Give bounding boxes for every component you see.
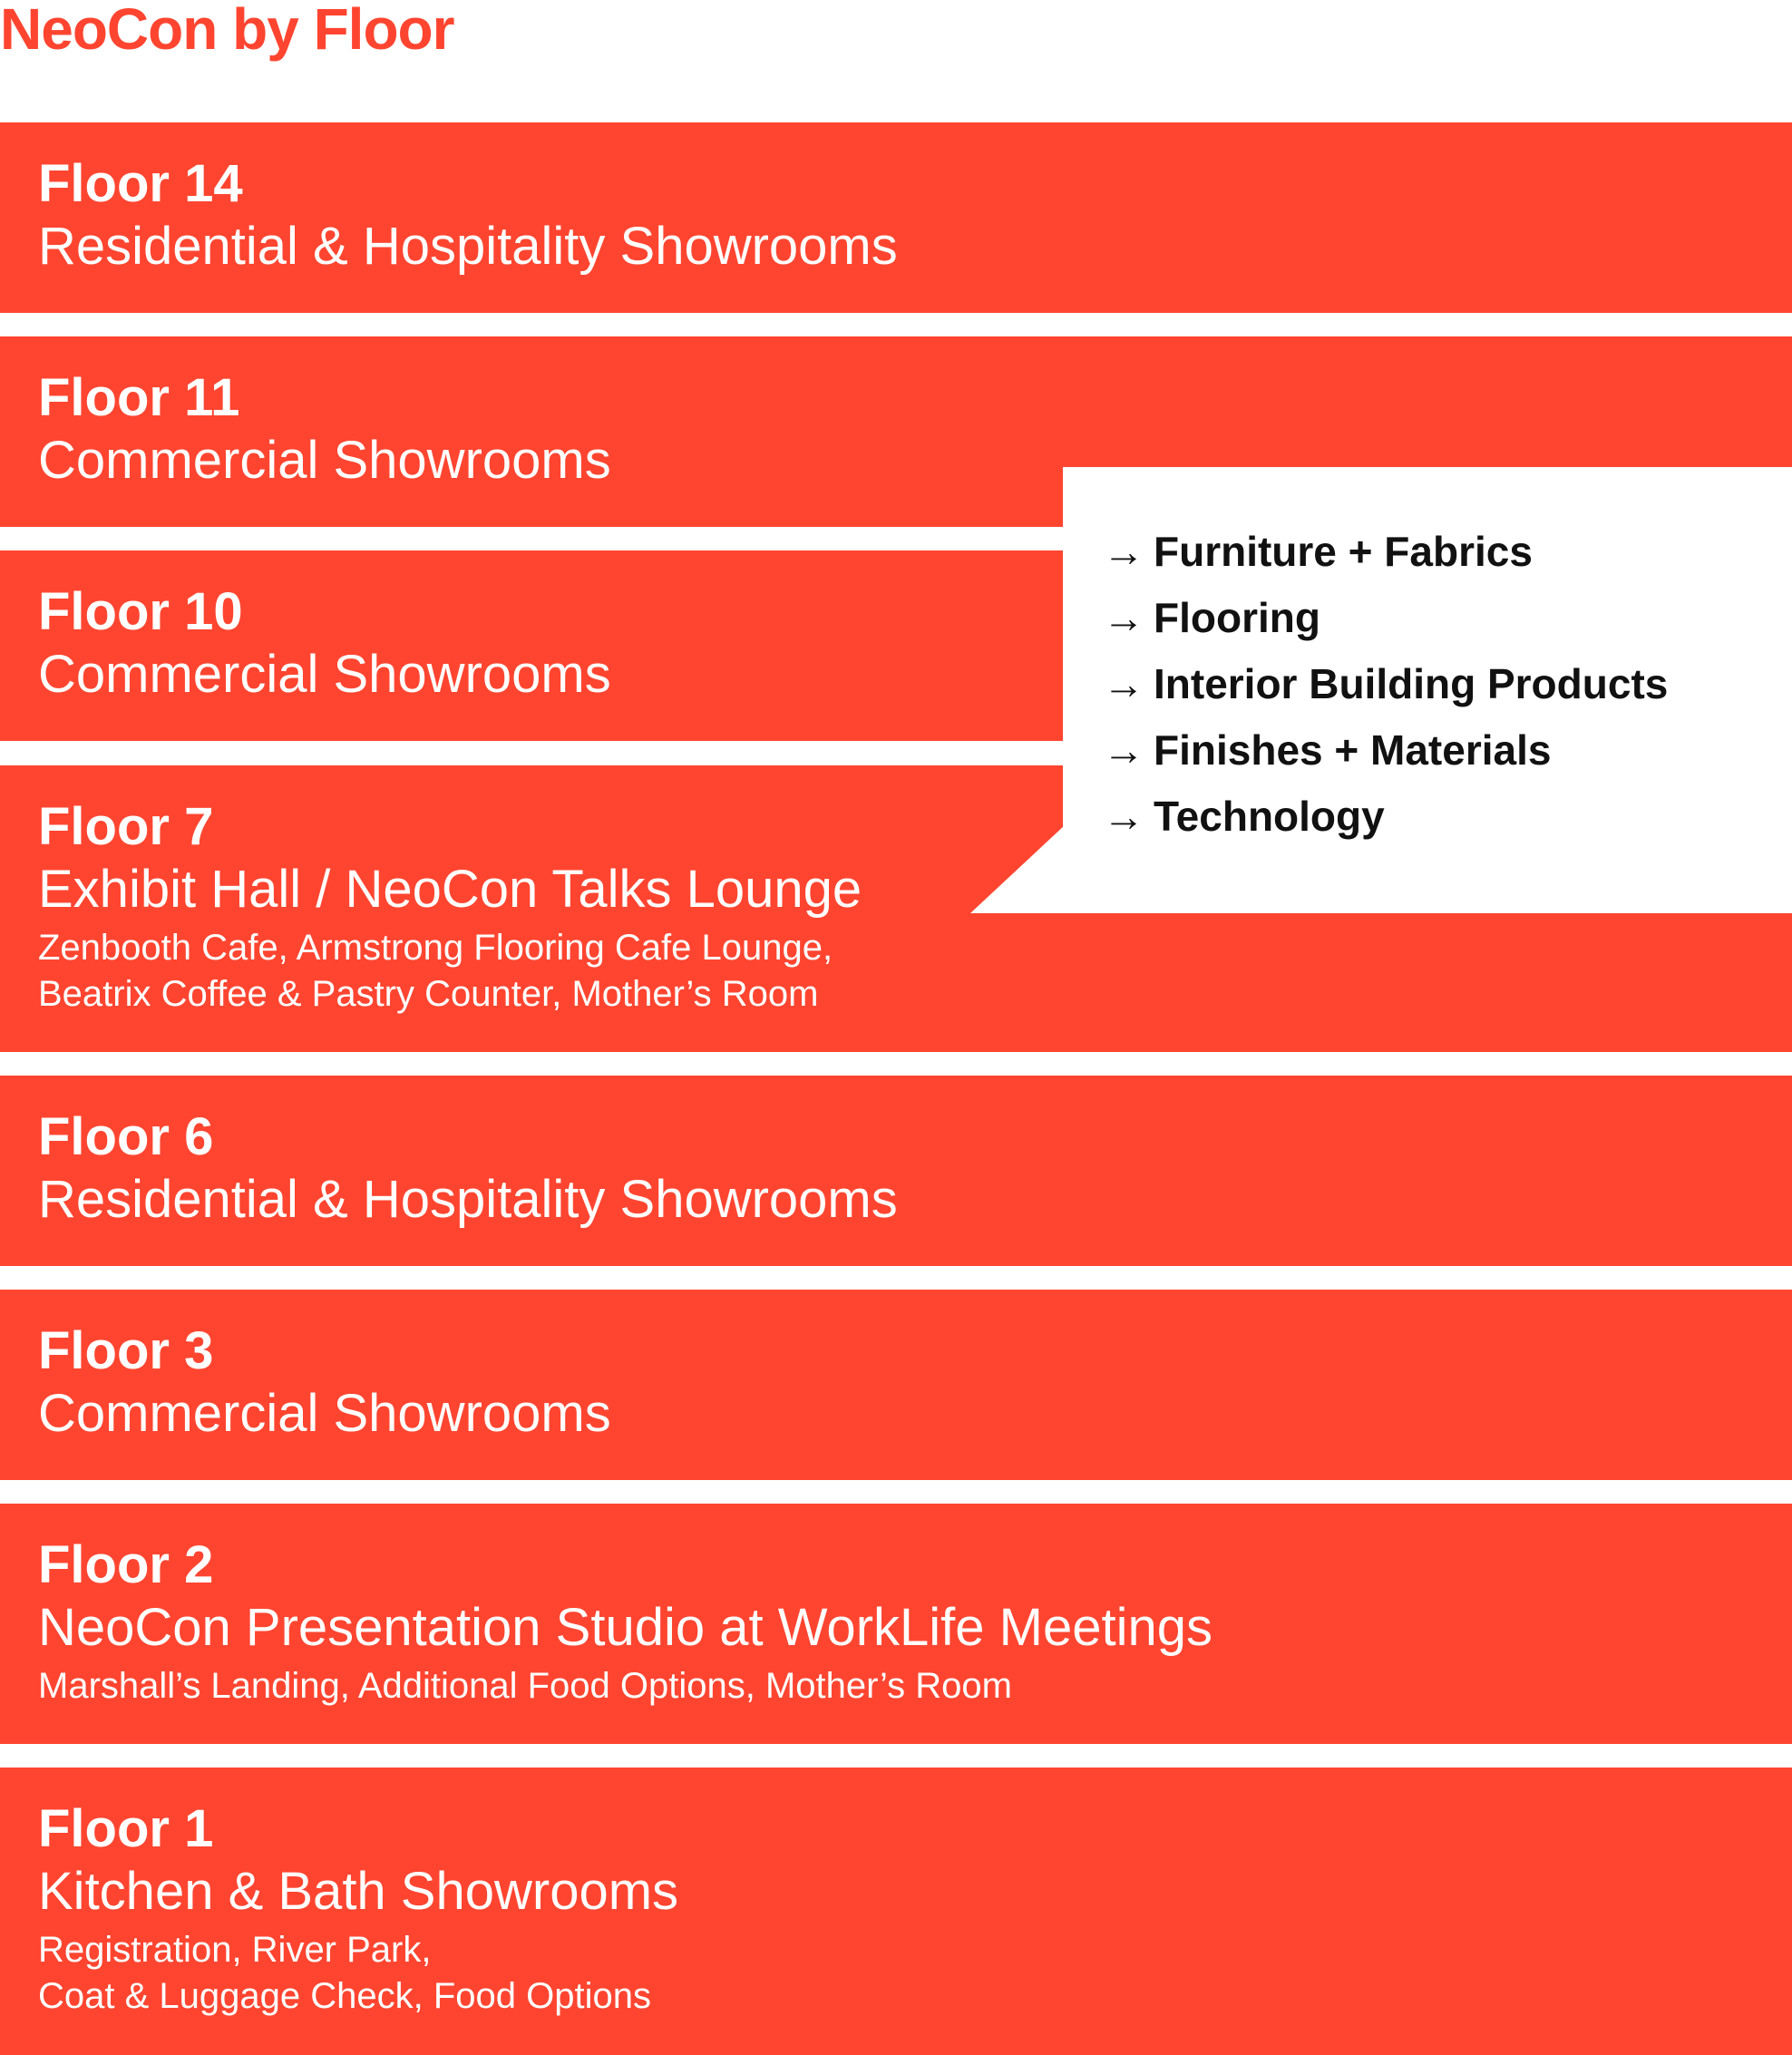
floor-name: Floor 3	[38, 1321, 214, 1380]
floor-description: NeoCon Presentation Studio at WorkLife Meetings	[38, 1598, 1213, 1657]
amenities-line: Registration, River Park,	[38, 1930, 432, 1970]
arrow-right-icon: →	[1103, 726, 1144, 774]
category-item	[1103, 519, 1668, 585]
floor-band-1	[0, 1768, 1792, 2055]
category-item	[1103, 585, 1668, 651]
floor-name: Floor 11	[38, 368, 240, 427]
floor-amenities	[38, 1927, 651, 2020]
floor-name: Floor 2	[38, 1535, 214, 1594]
category-label: Furniture + Fabrics	[1154, 528, 1533, 575]
category-list	[1103, 519, 1668, 850]
floor-amenities	[38, 1663, 1012, 1709]
floor-description: Commercial Showrooms	[38, 1384, 611, 1443]
arrow-right-icon: →	[1103, 660, 1144, 707]
category-item	[1103, 717, 1668, 784]
arrow-right-icon: →	[1103, 594, 1144, 641]
arrow-right-icon: →	[1103, 528, 1144, 575]
floor-band-2	[0, 1504, 1792, 1744]
floor-name: Floor 1	[38, 1799, 214, 1858]
floor-name: Floor 6	[38, 1107, 214, 1166]
category-label: Finishes + Materials	[1154, 726, 1552, 774]
floor-amenities	[38, 925, 833, 1018]
amenities-line: Zenbooth Cafe, Armstrong Flooring Cafe Lounge,	[38, 928, 833, 968]
floor-name: Floor 10	[38, 582, 243, 641]
floor-description: Commercial Showrooms	[38, 645, 611, 704]
amenities-line: Beatrix Coffee & Pastry Counter, Mother’s Room	[38, 974, 819, 1014]
category-item	[1103, 784, 1668, 850]
floor-description: Exhibit Hall / NeoCon Talks Lounge	[38, 860, 862, 919]
amenities-line: Coat & Luggage Check, Food Options	[38, 1976, 651, 2016]
floor-description: Commercial Showrooms	[38, 431, 611, 490]
category-label: Interior Building Products	[1154, 660, 1669, 707]
floor-name: Floor 14	[38, 154, 243, 213]
category-item	[1103, 651, 1668, 717]
arrow-right-icon: →	[1103, 793, 1144, 840]
page-title: NeoCon by Floor	[0, 0, 454, 62]
callout-pointer	[970, 825, 1065, 913]
floor-band-6	[0, 1076, 1792, 1266]
floor-band-14	[0, 122, 1792, 313]
amenities-line: Marshall’s Landing, Additional Food Options, Mother’s Room	[38, 1666, 1012, 1706]
floor-band-3	[0, 1290, 1792, 1480]
floor-description: Residential & Hospitality Showrooms	[38, 1170, 898, 1229]
floor-name: Floor 7	[38, 797, 214, 856]
category-label: Technology	[1154, 793, 1385, 840]
floor-description: Kitchen & Bath Showrooms	[38, 1862, 679, 1921]
category-label: Flooring	[1154, 594, 1320, 641]
floor-description: Residential & Hospitality Showrooms	[38, 217, 898, 276]
